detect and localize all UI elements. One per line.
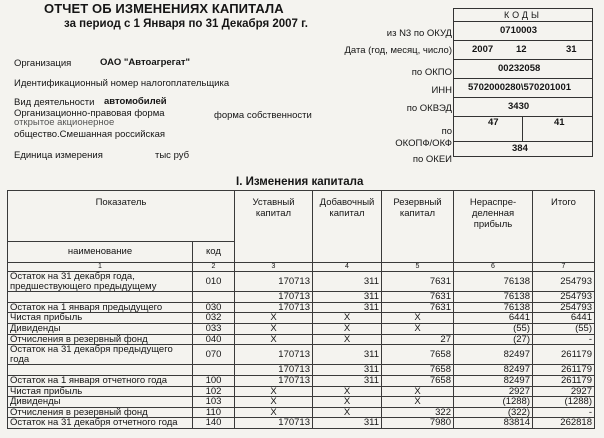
section-title: I. Изменения капитала bbox=[236, 176, 364, 188]
row-name: Остаток на 1 января отчетного года bbox=[8, 375, 193, 386]
row-additional: 311 bbox=[313, 365, 382, 376]
okpo-label: по ОКПО bbox=[411, 67, 452, 78]
okopf-label: ОКОПФ/ОКФ bbox=[395, 138, 452, 149]
date-day: 31 bbox=[566, 44, 577, 55]
row-retained: 76138 bbox=[454, 302, 533, 313]
row-name: Отчисления в резервный фонд bbox=[8, 407, 193, 418]
row-code bbox=[193, 365, 235, 376]
row-retained: 6441 bbox=[454, 313, 533, 324]
row-code: 010 bbox=[193, 272, 235, 292]
row-code: 070 bbox=[193, 345, 235, 365]
table-row bbox=[8, 375, 595, 386]
colnum: 1 bbox=[8, 263, 193, 272]
row-total: - bbox=[533, 334, 595, 345]
row-total: - bbox=[533, 407, 595, 418]
unit-value: тыс руб bbox=[155, 150, 190, 161]
row-reserve: 7658 bbox=[382, 375, 454, 386]
date-year: 2007 bbox=[472, 44, 494, 55]
date-month: 12 bbox=[516, 44, 527, 55]
inn-label: Идентификационный номер налогоплательщика bbox=[14, 78, 230, 89]
table-row bbox=[8, 397, 595, 408]
table-colnum-row bbox=[8, 263, 595, 272]
colnum: 6 bbox=[454, 263, 533, 272]
row-name bbox=[8, 365, 193, 376]
row-reserve: 7658 bbox=[382, 345, 454, 365]
row-reserve: 7631 bbox=[382, 292, 454, 303]
row-retained: 2927 bbox=[454, 386, 533, 397]
codes-row-okpo bbox=[454, 60, 592, 79]
row-retained: 76138 bbox=[454, 292, 533, 303]
row-total: (1288) bbox=[533, 397, 595, 408]
activity-label: Вид деятельности bbox=[14, 97, 95, 108]
header-name: наименование bbox=[8, 242, 193, 263]
report-period: за период с 1 Января по 31 Декабря 2007 г. bbox=[64, 18, 308, 30]
inn-code-label: ИНН bbox=[431, 85, 452, 96]
row-total: 254793 bbox=[533, 272, 595, 292]
row-additional: 311 bbox=[313, 345, 382, 365]
table-row bbox=[8, 334, 595, 345]
row-reserve: 322 bbox=[382, 407, 454, 418]
header-code: код bbox=[193, 242, 235, 263]
po-label: по bbox=[441, 126, 452, 137]
row-code: 110 bbox=[193, 407, 235, 418]
row-total: (55) bbox=[533, 323, 595, 334]
row-additional: 311 bbox=[313, 272, 382, 292]
opf-code: 47 bbox=[488, 117, 499, 128]
table-row bbox=[8, 386, 595, 397]
table-row bbox=[8, 323, 595, 334]
row-additional: X bbox=[313, 313, 382, 324]
capital-changes-table bbox=[7, 190, 595, 429]
row-name: Остаток на 1 января предыдущего bbox=[8, 302, 193, 313]
okud-label: из N3 по ОКУД bbox=[386, 28, 452, 39]
colnum: 7 bbox=[533, 263, 595, 272]
row-name: Чистая прибыль bbox=[8, 313, 193, 324]
row-charter: 170713 bbox=[235, 292, 313, 303]
row-charter: 170713 bbox=[235, 365, 313, 376]
table-row bbox=[8, 292, 595, 303]
row-retained: (1288) bbox=[454, 397, 533, 408]
row-charter: 170713 bbox=[235, 302, 313, 313]
header-total: Итого bbox=[533, 191, 595, 263]
codes-header: КОДЫ bbox=[454, 9, 592, 22]
row-additional: 311 bbox=[313, 292, 382, 303]
activity-value: автомобилей bbox=[104, 96, 167, 107]
row-additional: 311 bbox=[313, 302, 382, 313]
row-retained: 82497 bbox=[454, 375, 533, 386]
table-row bbox=[8, 365, 595, 376]
row-name bbox=[8, 292, 193, 303]
row-retained: (55) bbox=[454, 323, 533, 334]
header-indicator: Показатель bbox=[8, 191, 235, 242]
row-total: 254793 bbox=[533, 302, 595, 313]
colnum: 5 bbox=[382, 263, 454, 272]
row-retained: 82497 bbox=[454, 365, 533, 376]
row-reserve: 7658 bbox=[382, 365, 454, 376]
codes-row-date bbox=[454, 41, 592, 60]
report-title: ОТЧЕТ ОБ ИЗМЕНЕНИЯХ КАПИТАЛА bbox=[44, 1, 284, 16]
codes-row-inn bbox=[454, 79, 592, 98]
row-code: 103 bbox=[193, 397, 235, 408]
codes-row-opf bbox=[454, 117, 592, 142]
row-total: 6441 bbox=[533, 313, 595, 324]
row-name: Дивиденды bbox=[8, 397, 193, 408]
row-additional: X bbox=[313, 334, 382, 345]
codes-row-okei bbox=[454, 142, 592, 156]
row-name: Дивиденды bbox=[8, 323, 193, 334]
colnum: 3 bbox=[235, 263, 313, 272]
row-name: Остаток на 31 декабря отчетного года bbox=[8, 418, 193, 429]
row-name: Остаток на 31 декабря предыдущего года bbox=[8, 345, 193, 365]
table-row bbox=[8, 407, 595, 418]
date-label: Дата (год, месяц, число) bbox=[344, 45, 452, 56]
row-code: 032 bbox=[193, 313, 235, 324]
row-code: 033 bbox=[193, 323, 235, 334]
table-row bbox=[8, 302, 595, 313]
org-label: Организация bbox=[14, 58, 72, 69]
row-retained: 83814 bbox=[454, 418, 533, 429]
table-row bbox=[8, 418, 595, 429]
row-total: 262818 bbox=[533, 418, 595, 429]
legal-form-value-2: общество.Смешанная российская bbox=[14, 129, 166, 140]
row-charter: 170713 bbox=[235, 418, 313, 429]
row-code: 140 bbox=[193, 418, 235, 429]
row-retained: (322) bbox=[454, 407, 533, 418]
row-charter: 170713 bbox=[235, 345, 313, 365]
row-name: Чистая прибыль bbox=[8, 386, 193, 397]
okud-code: 0710003 bbox=[500, 25, 537, 36]
row-additional: X bbox=[313, 323, 382, 334]
row-name: Отчисления в резервный фонд bbox=[8, 334, 193, 345]
header-additional: Добавочный капитал bbox=[313, 191, 382, 263]
okved-code: 3430 bbox=[508, 101, 530, 112]
fs-code: 41 bbox=[554, 117, 565, 128]
colnum: 2 bbox=[193, 263, 235, 272]
row-total: 254793 bbox=[533, 292, 595, 303]
row-charter: 170713 bbox=[235, 375, 313, 386]
row-code: 102 bbox=[193, 386, 235, 397]
ownership-label: форма собственности bbox=[214, 110, 312, 121]
row-reserve: X bbox=[382, 323, 454, 334]
row-total: 261179 bbox=[533, 365, 595, 376]
row-reserve: X bbox=[382, 386, 454, 397]
codes-box bbox=[453, 8, 593, 157]
table-header-row bbox=[8, 191, 595, 242]
table-row bbox=[8, 345, 595, 365]
row-charter: X bbox=[235, 407, 313, 418]
row-code bbox=[193, 292, 235, 303]
row-retained: (27) bbox=[454, 334, 533, 345]
row-total: 261179 bbox=[533, 345, 595, 365]
colnum: 4 bbox=[313, 263, 382, 272]
row-additional: 311 bbox=[313, 418, 382, 429]
row-charter: X bbox=[235, 323, 313, 334]
row-additional: X bbox=[313, 407, 382, 418]
org-value: ОАО "Автоагрегат" bbox=[100, 57, 191, 68]
header-charter: Уставный капитал bbox=[235, 191, 313, 263]
okei-code: 384 bbox=[512, 143, 528, 154]
row-code: 040 bbox=[193, 334, 235, 345]
unit-label: Единица измерения bbox=[14, 150, 103, 161]
row-retained: 76138 bbox=[454, 272, 533, 292]
inn-code: 5702000280\570201001 bbox=[468, 82, 572, 93]
okved-label: по ОКВЭД bbox=[406, 103, 452, 114]
legal-form-label: Организационно-правовая форма bbox=[14, 108, 165, 119]
table-row bbox=[8, 272, 595, 292]
row-total: 261179 bbox=[533, 375, 595, 386]
legal-form-value-1: открытое акционерное bbox=[14, 117, 115, 128]
row-additional: 311 bbox=[313, 375, 382, 386]
row-charter: X bbox=[235, 313, 313, 324]
row-reserve: X bbox=[382, 397, 454, 408]
table-row bbox=[8, 313, 595, 324]
row-code: 100 bbox=[193, 375, 235, 386]
okei-label: по ОКЕИ bbox=[412, 154, 452, 165]
row-reserve: 7980 bbox=[382, 418, 454, 429]
row-charter: X bbox=[235, 334, 313, 345]
row-name: Остаток на 31 декабря года, предшествующего предыдущему bbox=[8, 272, 193, 292]
row-reserve: X bbox=[382, 313, 454, 324]
header-retained: Нераспре-деленная прибыль bbox=[454, 191, 533, 263]
okpo-code: 00232058 bbox=[498, 63, 541, 74]
row-reserve: 7631 bbox=[382, 272, 454, 292]
row-reserve: 27 bbox=[382, 334, 454, 345]
row-total: 2927 bbox=[533, 386, 595, 397]
row-additional: X bbox=[313, 386, 382, 397]
row-reserve: 7631 bbox=[382, 302, 454, 313]
row-charter: X bbox=[235, 386, 313, 397]
row-additional: X bbox=[313, 397, 382, 408]
row-charter: X bbox=[235, 397, 313, 408]
codes-row-okud bbox=[454, 22, 592, 41]
row-code: 030 bbox=[193, 302, 235, 313]
header-reserve: Резервный капитал bbox=[382, 191, 454, 263]
row-charter: 170713 bbox=[235, 272, 313, 292]
codes-row-okved bbox=[454, 98, 592, 117]
row-retained: 82497 bbox=[454, 345, 533, 365]
